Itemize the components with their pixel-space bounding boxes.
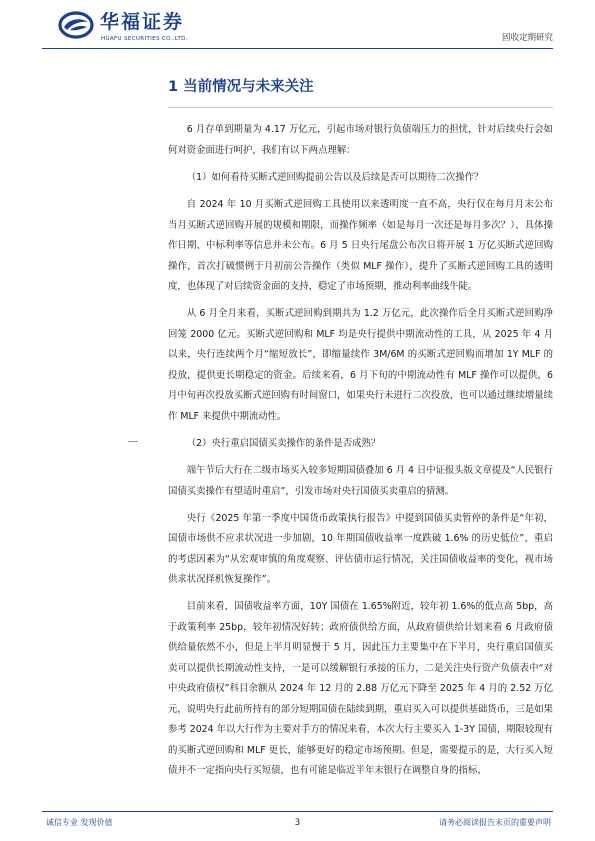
footer-disclaimer: 请务必阅读报告末页的重要声明 xyxy=(439,818,551,827)
logo-wordmark-en: HUAFU SECURITIES CO.,LTD. xyxy=(101,36,188,42)
logo-wordmark-cn: 华福证券 xyxy=(100,11,185,33)
question-2: （2）央行重启国债买卖操作的条件是否成熟？ xyxy=(186,437,381,449)
paragraph-current-view: 目前来看，国债收益率方面，10Y 国债在 1.65%附近，较年初 1.6%的低点高 5bp，高于政策利率 25bp，较年初情况好转；政府债供给方面，从政府债供给计划来看 6 月政府债供给量依然不小，但是上半月明显慢于 5 月，因此压力主要集中在下半月，央行重启国债买卖可以提供长期流动性支持，一是可以缓解银行承接的压力，二是关注央行资产负债表中“对中央政府债权”科目余额从 2024 年 12 月的 2.88 万亿元下降至 2025 年 4 月的 2.52 万亿元，说明央行此前所持有的部分短期国债在陆续到期，重启买入可以提供基础货币，三是如果参考 2024 年以大行作为主要对手方的情况来看，本次大行主要买入 1-3Y 国债，期限较现有的买断式逆回购和 MLF 更长，能够更好的稳定市场预期。但是，需要提示的是，大行买入短债并不一定指向央行买短债，也有可能是临近半年末银行在调整自身的指标， xyxy=(168,601,553,776)
body-content xyxy=(168,120,553,788)
page-header xyxy=(0,0,595,50)
title-divider xyxy=(168,107,553,108)
paragraph-dragon-boat: 端午节后大行在二级市场买入较多短期国债叠加 6 月 4 日中证报头版文章提及“人民银行国债买卖操作有望适时重启”，引发市场对央行国债买卖重启的猜测。 xyxy=(168,465,554,497)
footer-divider xyxy=(42,811,553,812)
huafu-logo-icon xyxy=(58,11,94,39)
page-number: 3 xyxy=(294,818,301,828)
paragraph-transparency: 自 2024 年 10 月买断式逆回购工具使用以来透明度一直不高，央行仅在每月月末公布当月买断式逆回购开展的规模和期限，而操作频率（如是每月一次还是每月多次？）、具体操作日期、中标利率等信息并未公布。6 月 5 日央行尾盘公布次日将开展 1 万亿买断式逆回购操作，首次打破惯例于月初前公告操作（类似 MLF 操作），提升了买断式逆回购工具的透明度，也体现了对后续资金面的支持，稳定了市场预期，推动利率曲线牛陡。 xyxy=(168,199,553,292)
report-type-label: 固收定期研究 xyxy=(501,33,553,43)
paragraph-june-outlook: 从 6 月全月来看，买断式逆回购到期共为 1.2 万亿元，此次操作后全月买断式逆回购净回笼 2000 亿元。买断式逆回购和 MLF 均是央行提供中期流动性的工具，从 2025 年 4 月以来，央行连续两个月“缩短放长”，即缩量续作 3M/6M 的买断式逆回购而增加 1Y MLF 的投放，提供更长期稳定的资金。后续来看，6 月下旬的中期流动性有 MLF 操作可以提供，6 月中旬再次投放买断式逆回购有时间窗口，如果央行未进行二次投放，也可以通过继续增量续作 MLF 来提供中期流动性。 xyxy=(168,308,553,422)
paragraph-intro: 6 月存单到期量为 4.17 万亿元，引起市场对银行负债端压力的担忧，针对后续央行会如何对资金面进行呵护，我们有以下两点理解： xyxy=(168,124,553,156)
footer-slogan: 诚信专业 发现价值 xyxy=(46,818,113,827)
paragraph-pboc-report: 央行《2025 年第一季度中国货币政策执行报告》中提到国债买卖暂停的条件是“年初，国债市场供不应求状况进一步加剧，10 年期国债收益率一度跌破 1.6% 的历史低位”，重启的考虑因素为“从宏观审慎的角度观察、评估债市运行情况，关注国债收益率的变化，视市场供求状况择机恢复操作”。 xyxy=(168,512,553,585)
question-1: （1）如何看待买断式逆回购提前公告以及后续是否可以期待二次操作？ xyxy=(186,171,484,183)
margin-mark xyxy=(128,441,138,442)
section-title: 1 当前情况与未来关注 xyxy=(168,79,314,95)
header-divider xyxy=(42,48,553,49)
